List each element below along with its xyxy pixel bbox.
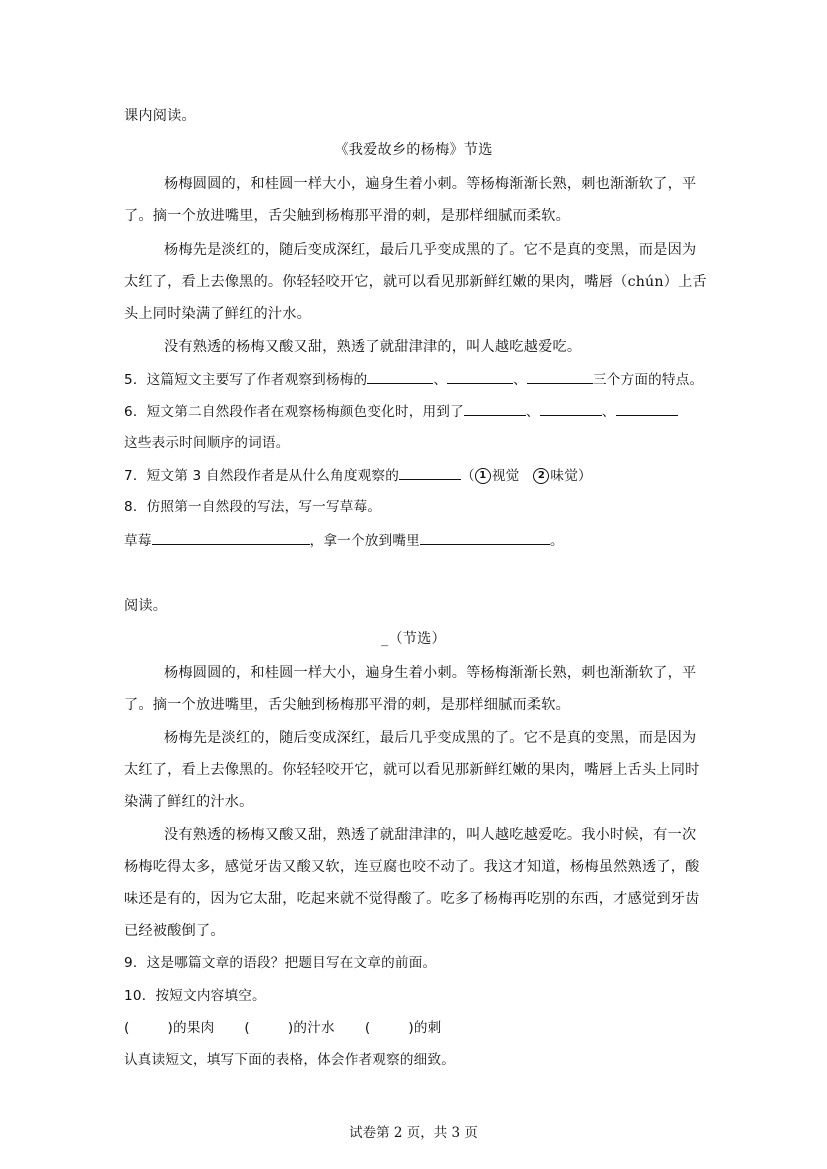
question-6-continued: 这些表示时间顺序的词语。 xyxy=(124,435,290,451)
open-paren: ( xyxy=(244,1020,250,1036)
separator: 、 xyxy=(513,372,527,388)
fill-label: )的汁水 xyxy=(287,1020,335,1036)
paragraph-line: 杨梅先是淡红的，随后变成深红，最后几乎变成黑的了。它不是真的变黑，而是因为 xyxy=(164,730,697,746)
separator: 、 xyxy=(601,404,616,420)
question-text: 6．短文第二自然段作者在观察杨梅颜色变化时，用到了 xyxy=(124,404,464,420)
fill-row xyxy=(124,1018,441,1038)
open-paren: ( xyxy=(124,1020,130,1036)
paragraph-line: 头上同时染满了鲜红的汁水。 xyxy=(124,306,312,322)
answer-blank[interactable] xyxy=(527,369,593,384)
question-7 xyxy=(124,465,592,486)
answer-blank[interactable] xyxy=(540,401,602,416)
question-5 xyxy=(124,369,703,390)
section-heading: 阅读。 xyxy=(124,598,168,614)
fill-item xyxy=(365,1020,442,1036)
fill-prefix: 草莓 xyxy=(124,533,152,549)
paragraph-line: 了。摘一个放进嘴里，舌尖触到杨梅那平滑的刺，是那样细腻而柔软。 xyxy=(124,208,571,224)
separator: 、 xyxy=(525,404,540,420)
fill-label: )的果肉 xyxy=(167,1020,215,1036)
circled-number-icon: 2 xyxy=(533,468,549,484)
answer-blank[interactable] xyxy=(616,401,678,416)
question-text: 三个方面的特点。 xyxy=(592,372,704,388)
open-paren: （ xyxy=(461,468,475,484)
paragraph-line: 没有熟透的杨梅又酸又甜，熟透了就甜津津的，叫人越吃越爱吃。我小时候，有一次 xyxy=(164,827,697,843)
paragraph-line: 太红了，看上去像黑的。你轻轻咬开它，就可以看见那新鲜红嫩的果肉，嘴唇上舌头上同时 xyxy=(124,762,700,778)
paragraph-line: 没有熟透的杨梅又酸又甜，熟透了就甜津津的，叫人越吃越爱吃。 xyxy=(164,339,582,355)
fill-end: 。 xyxy=(549,533,564,549)
paragraph-line: 杨梅吃得太多，感觉牙齿又酸又软，连豆腐也咬不动了。我这才知道，杨梅虽然熟透了，酸 xyxy=(124,859,700,875)
paragraph-line: 已经被酸倒了。 xyxy=(124,923,225,939)
answer-blank[interactable] xyxy=(399,465,461,480)
answer-blank[interactable] xyxy=(152,530,310,545)
answer-blank[interactable] xyxy=(447,369,513,384)
paragraph-line: 太红了，看上去像黑的。你轻轻咬开它，就可以看见那新鲜红嫩的果肉，嘴唇（chún）上舌 xyxy=(124,274,707,290)
answer-blank[interactable] xyxy=(420,530,550,545)
question-text: 5．这篇短文主要写了作者观察到杨梅的 xyxy=(124,372,368,388)
paragraph-line: 染满了鲜红的汁水。 xyxy=(124,794,254,810)
question-8-fill xyxy=(124,530,564,551)
paragraph-line: 了。摘一个放进嘴里，舌尖触到杨梅那平滑的刺，是那样细腻而柔软。 xyxy=(124,697,571,713)
passage-title xyxy=(0,629,827,649)
option-taste[interactable]: 味觉） xyxy=(550,468,592,484)
page-footer: 试卷第 2 页，共 3 页 xyxy=(349,1125,478,1141)
fill-item xyxy=(244,1020,334,1036)
open-paren: ( xyxy=(364,1020,371,1036)
question-10: 10．按短文内容填空。 xyxy=(124,988,266,1004)
paragraph-line: 杨梅圆圆的，和桂圆一样大小，遍身生着小刺。等杨梅渐渐长熟，刺也渐渐软了，平 xyxy=(164,665,697,681)
circled-number-icon: 1 xyxy=(475,468,491,484)
paragraph-line: 杨梅圆圆的，和桂圆一样大小，遍身生着小刺。等杨梅渐渐长熟，刺也渐渐软了，平 xyxy=(164,176,697,192)
title-text: （节选） xyxy=(388,631,446,647)
paragraph-line: 杨梅先是淡红的，随后变成深红，最后几乎变成黑的了。它不是真的变黑，而是因为 xyxy=(164,242,697,258)
question-text: 7．短文第 3 自然段作者是从什么角度观察的 xyxy=(124,468,400,484)
paragraph-line: 味还是有的，因为它太甜，吃起来就不觉得酸了。吃多了杨梅再吃别的东西，才感觉到牙齿 xyxy=(124,891,700,907)
answer-blank[interactable] xyxy=(367,369,433,384)
option-visual[interactable]: 视觉 xyxy=(491,468,520,484)
fill-label: )的刺 xyxy=(408,1020,442,1036)
question-6 xyxy=(124,401,678,422)
answer-blank[interactable] xyxy=(464,401,526,416)
table-prompt: 认真读短文，填写下面的表格，体会作者观察的细致。 xyxy=(124,1052,456,1068)
fill-middle: ，拿一个放到嘴里 xyxy=(309,533,420,549)
title-blank[interactable]: _ xyxy=(381,631,389,647)
section-heading: 课内阅读。 xyxy=(124,108,196,124)
question-8: 8．仿照第一自然段的写法，写一写草莓。 xyxy=(124,499,382,515)
question-9: 9．这是哪篇文章的语段？把题目写在文章的前面。 xyxy=(124,955,437,971)
passage-title: 《我爱故乡的杨梅》节选 xyxy=(334,142,493,158)
fill-item xyxy=(124,1020,214,1036)
separator: 、 xyxy=(433,372,448,388)
